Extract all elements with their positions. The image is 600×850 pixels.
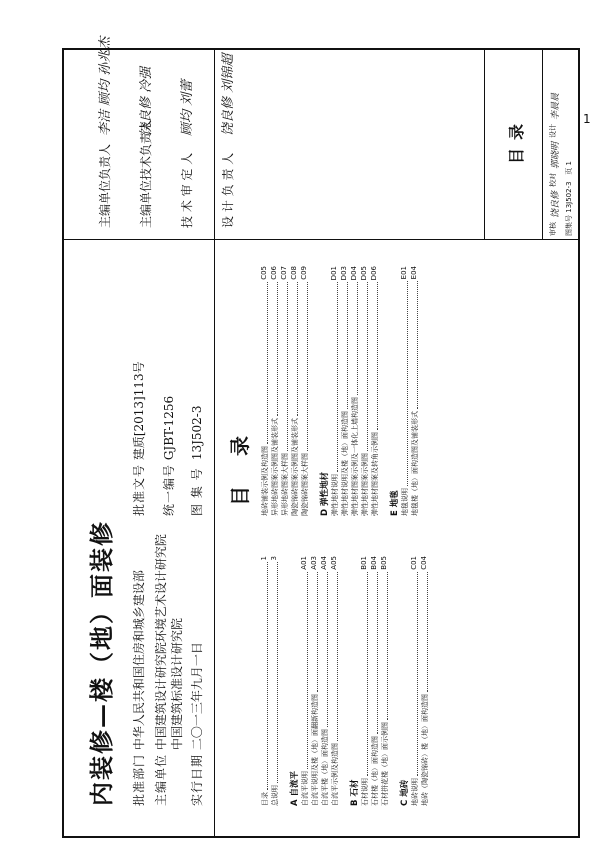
toc-row[interactable]: 异形地砖图案大样图 C07 bbox=[280, 266, 289, 516]
divider bbox=[484, 239, 578, 240]
toc-row[interactable]: 地砖说明 C01 bbox=[410, 556, 419, 806]
effective-date: 实行日期 二〇一三年九月一日 bbox=[190, 642, 204, 806]
editor-units-line2: 中国建筑标准设计研究院 bbox=[170, 617, 184, 750]
toc-section: E 地毯 bbox=[390, 490, 400, 516]
toc-row[interactable]: 自流平说明 A01 bbox=[300, 556, 309, 806]
role-row: 设 计 负 责 人饶良修 刘锦超 bbox=[221, 53, 236, 228]
toc-row[interactable]: 弹性地材说明 D01 bbox=[330, 266, 339, 516]
approval-dept: 批准部门 中华人民共和国住房和城乡建设部 bbox=[132, 570, 146, 806]
toc-section: C 地砖 bbox=[400, 779, 410, 806]
atlas-box: 图集号 13J502-3 页 1 bbox=[565, 161, 573, 236]
toc-row[interactable]: 异形地砖图案示例图及铺装形式 C06 bbox=[270, 266, 279, 516]
toc-row[interactable]: 石材说明 B01 bbox=[360, 556, 369, 806]
toc-row[interactable]: 陶瓷锦砖图案大样图 C09 bbox=[300, 266, 309, 516]
toc-right bbox=[260, 266, 420, 516]
toc-heading: 目录 bbox=[228, 406, 252, 506]
toc-section: D 弹性地材 bbox=[320, 471, 330, 516]
divider bbox=[64, 239, 484, 240]
atlas-number: 图 集 号 13J502-3 bbox=[190, 405, 204, 516]
toc-row[interactable]: 自流平示例及构造图 A05 bbox=[330, 556, 339, 806]
signature: 饶良修 冷强 bbox=[139, 66, 154, 136]
footer-heading: 目录 bbox=[507, 115, 526, 164]
toc-row[interactable]: 自流平楼（地）面构造图 A04 bbox=[320, 556, 329, 806]
signoff-row: 审核 饶良修 校对 郭晓明 设计 李晨晨 bbox=[549, 92, 561, 236]
toc-section: B 石材 bbox=[350, 779, 360, 806]
toc-row[interactable]: 弹性地材说明及楼（地）面构造图 D03 bbox=[340, 266, 349, 516]
toc-row[interactable]: 地砖铺装示例及构造图 C05 bbox=[260, 266, 269, 516]
document-title: 内装修—楼（地）面装修 bbox=[87, 520, 116, 806]
signature: 饶良修 刘锦超 bbox=[221, 53, 236, 136]
divider bbox=[484, 50, 485, 240]
role-row: 主编单位技术负责人饶良修 冷强 bbox=[139, 66, 154, 228]
title-sheet bbox=[64, 36, 578, 836]
approval-doc: 批准文号 建质[2013]113号 bbox=[132, 361, 146, 516]
toc-row[interactable]: 目录 1 bbox=[260, 556, 269, 806]
toc-row[interactable]: 弹性地材图案示例及一体化上墙构造图 D04 bbox=[350, 266, 359, 516]
toc-left bbox=[260, 556, 430, 806]
toc-row[interactable]: 自流平说明及楼（地）面翻新构造图 A03 bbox=[310, 556, 319, 806]
toc-row[interactable]: 弹性地材图案示例图 D05 bbox=[360, 266, 369, 516]
drawing-frame bbox=[62, 36, 580, 838]
signature: 李洁 顾均 孙兆杰 bbox=[98, 36, 113, 136]
role-row: 主编单位负责人李洁 顾均 孙兆杰 bbox=[98, 36, 113, 228]
editor-units: 主编单位 中国建筑设计研究院环境艺术设计研究院 bbox=[154, 534, 168, 806]
toc-row[interactable]: 总说明 3 bbox=[270, 556, 279, 806]
toc-row[interactable]: 地毯楼（地）面构造图及铺装形式 E04 bbox=[410, 266, 419, 516]
toc-section: A 自流平 bbox=[290, 770, 300, 806]
toc-row[interactable]: 地砖（陶瓷锦砖）楼（地）面构造图 C04 bbox=[420, 556, 429, 806]
responsible-persons bbox=[94, 37, 236, 228]
divider bbox=[542, 50, 543, 240]
toc-row[interactable]: 陶瓷锦砖图案示例图及铺装形式 C08 bbox=[290, 266, 299, 516]
role-row: 技 术 审 定 人顾均 刘蕾 bbox=[180, 79, 195, 228]
toc-row[interactable]: 弹性地材图案及转角示例图 D06 bbox=[370, 266, 379, 516]
toc-row[interactable]: 地毯说明 E01 bbox=[400, 266, 409, 516]
toc-row[interactable]: 石材楼（地）面构造图 B04 bbox=[370, 556, 379, 806]
toc-row[interactable]: 石材拼花楼（地）面示例图 B05 bbox=[380, 556, 389, 806]
signature: 顾均 刘蕾 bbox=[180, 79, 195, 136]
page-number: 1 bbox=[583, 112, 591, 126]
unified-number: 统一编号 GJBT-1256 bbox=[162, 395, 176, 516]
